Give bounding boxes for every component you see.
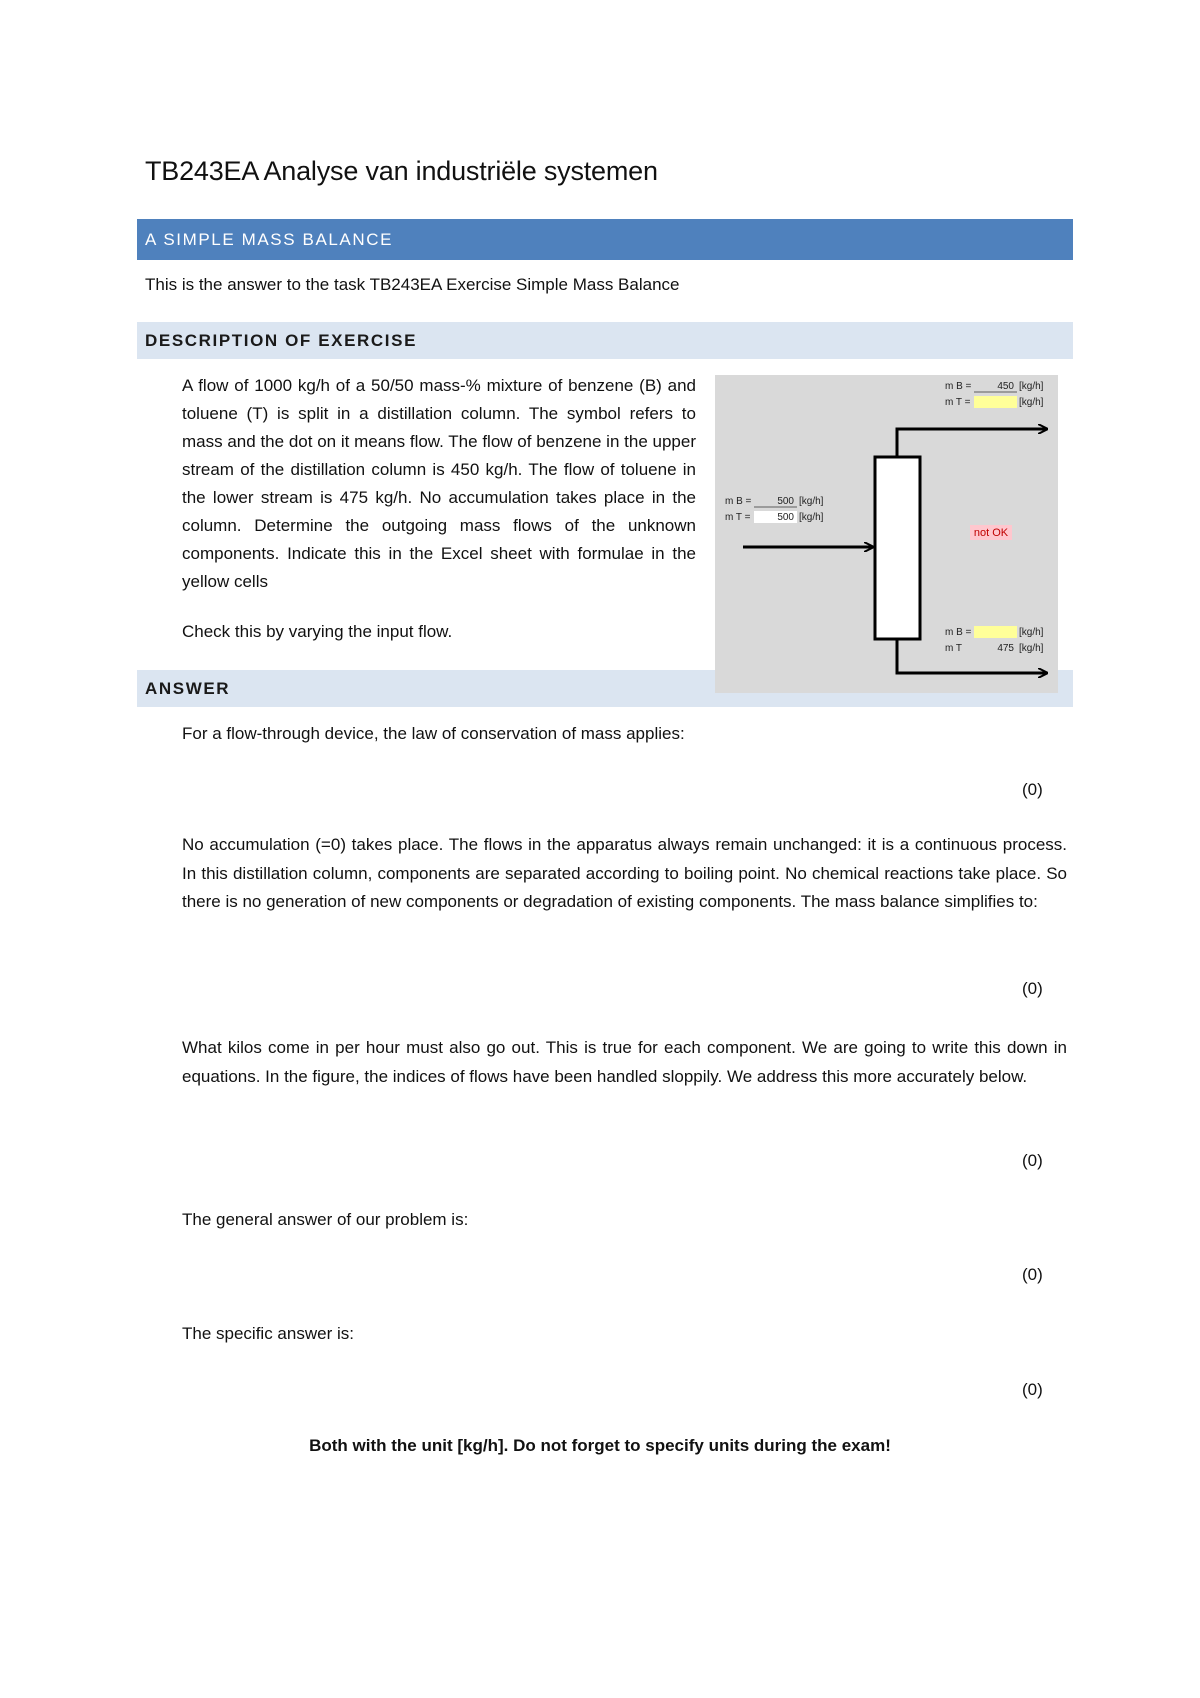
feed-benzene-unit: [kg/h] [799, 496, 824, 507]
equation-number-3: (0) [1022, 1151, 1043, 1170]
section-heading-answer: ANSWER [145, 678, 231, 698]
distillation-column-figure [715, 375, 1058, 693]
answer-paragraph-specific: The specific answer is: [182, 1324, 354, 1343]
bottom-benzene-label: m B = [945, 627, 972, 638]
section-banner-mass-balance [137, 219, 1073, 260]
column-body [875, 457, 920, 639]
feed-toluene-label: m T = [725, 512, 751, 523]
distillation-diagram [715, 375, 1058, 693]
bottom-benzene-input-cell [974, 626, 1017, 638]
bottom-toluene-value: 475 [997, 643, 1014, 654]
page-title: TB243EA Analyse van industriële systemen [145, 156, 658, 186]
section-banner-description [137, 322, 1073, 359]
bottom-benzene-unit: [kg/h] [1019, 627, 1044, 638]
status-text: not OK [973, 527, 1009, 539]
exercise-description: A flow of 1000 kg/h of a 50/50 mass-% mixture of benzene (B) and toluene (T) is split in a distillation column. The symbol refers to mass and the dot on it means flow. The flow of benzene in the upper stream of the distillation column is 450 kg/h. The flow of toluene in the lower stream is 475 kg/h. No accumulation takes place in the column. Determine the outgoing mass flows of the unknown components. Indicate this in the Excel sheet with formulae in the yellow cells [182, 376, 696, 591]
check-instruction: Check this by varying the input flow. [182, 622, 453, 641]
top-outlet-arrow [897, 429, 1047, 457]
answer-paragraph-conservation: For a flow-through device, the law of conservation of mass applies: [182, 724, 685, 743]
answer-paragraph-no-accumulation: No accumulation (=0) takes place. The flows in the apparatus always remain unchanged: it is a continuous process. In this distillation column, components are separated according to boiling point. No chemical reactions take place. So there is no generation of new components or degradation of existing components. The mass balance simplifies to: [182, 835, 1067, 911]
section-heading-description: DESCRIPTION OF EXERCISE [145, 330, 418, 350]
feed-toluene-unit: [kg/h] [799, 512, 824, 523]
equation-number-4: (0) [1022, 1265, 1043, 1284]
bottom-toluene-unit: [kg/h] [1019, 643, 1044, 654]
feed-toluene-value: 500 [777, 512, 794, 523]
top-toluene-unit: [kg/h] [1019, 397, 1044, 408]
feed-benzene-label: m B = [725, 496, 752, 507]
equation-number-5: (0) [1022, 1380, 1043, 1399]
intro-text: This is the answer to the task TB243EA Exercise Simple Mass Balance [145, 275, 680, 294]
equation-number-1: (0) [1022, 780, 1043, 799]
equation-number-2: (0) [1022, 979, 1043, 998]
feed-benzene-value: 500 [777, 496, 794, 507]
closing-note: Both with the unit [kg/h]. Do not forget to specify units during the exam! [309, 1436, 891, 1455]
top-benzene-value: 450 [997, 381, 1014, 392]
top-toluene-label: m T = [945, 397, 971, 408]
top-benzene-unit: [kg/h] [1019, 381, 1044, 392]
answer-paragraph-general: The general answer of our problem is: [182, 1210, 469, 1229]
top-toluene-input-cell [974, 396, 1017, 408]
answer-paragraph-component-balance: What kilos come in per hour must also go out. This is true for each component. We are going to write this down in equations. In the figure, the indices of flows have been handled sloppily. We address this more accurately below. [182, 1038, 1067, 1086]
top-benzene-label: m B = [945, 381, 972, 392]
section-heading-mass-balance: A SIMPLE MASS BALANCE [145, 229, 394, 249]
bottom-toluene-label: m T [945, 643, 963, 654]
